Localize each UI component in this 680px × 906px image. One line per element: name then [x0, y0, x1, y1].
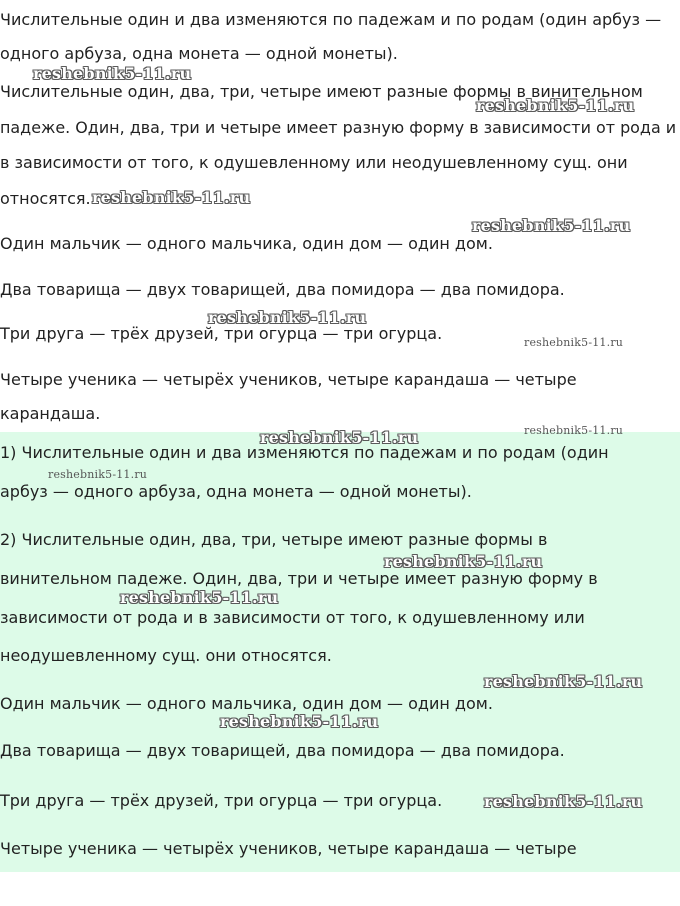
text-line: винительном падеже. Один, два, три и четыре имеет разную форму в — [0, 569, 598, 588]
text-line: Один мальчик — одного мальчика, один дом — один дом. — [0, 694, 493, 713]
watermark: reshebnik5-11.ru — [384, 552, 543, 571]
text-line: Четыре ученика — четырёх учеников, четыре карандаша — четыре — [0, 839, 577, 858]
text-line: арбуз — одного арбуза, одна монета — одной монеты). — [0, 482, 472, 501]
text-line: карандаша. — [0, 404, 101, 423]
text-line: падеже. Один, два, три и четыре имеет разную форму в зависимости от рода и — [0, 118, 677, 137]
watermark: reshebnik5-11.ru — [48, 468, 148, 481]
text-line: Два товарища — двух товарищей, два помидора — два помидора. — [0, 741, 565, 760]
watermark: reshebnik5-11.ru — [260, 428, 419, 447]
watermark: reshebnik5-11.ru — [476, 96, 635, 115]
watermark: reshebnik5-11.ru — [208, 308, 367, 327]
watermark: reshebnik5-11.ru — [484, 672, 643, 691]
text-line: зависимости от рода и в зависимости от того, к одушевленному или — [0, 608, 585, 627]
text-line: одного арбуза, одна монета — одной монеты). — [0, 44, 398, 63]
text-line: 2) Числительные один, два, три, четыре имеют разные формы в — [0, 530, 548, 549]
watermark: reshebnik5-11.ru — [33, 64, 192, 83]
text-line: Три друга — трёх друзей, три огурца — три огурца. — [0, 791, 443, 810]
text-line: 1) Числительные один и два изменяются по падежам и по родам (один — [0, 443, 609, 462]
watermark: reshebnik5-11.ru — [524, 424, 624, 437]
text-line: Один мальчик — одного мальчика, один дом — один дом. — [0, 234, 493, 253]
watermark: reshebnik5-11.ru — [524, 336, 624, 349]
watermark: reshebnik5-11.ru — [472, 216, 631, 235]
watermark: reshebnik5-11.ru — [220, 712, 379, 731]
watermark: reshebnik5-11.ru — [92, 188, 251, 207]
watermark: reshebnik5-11.ru — [484, 792, 643, 811]
text-line: неодушевленному сущ. они относятся. — [0, 646, 332, 665]
text-line: Три друга — трёх друзей, три огурца — три огурца. — [0, 324, 443, 343]
text-line: Два товарища — двух товарищей, два помидора — два помидора. — [0, 280, 565, 299]
text-line: в зависимости от того, к одушевленному или неодушевленному сущ. они — [0, 153, 628, 172]
text-line: относятся. — [0, 189, 91, 208]
watermark: reshebnik5-11.ru — [120, 588, 279, 607]
text-line: Числительные один, два, три, четыре имеют разные формы в винительном — [0, 82, 643, 101]
text-line: Четыре ученика — четырёх учеников, четыре карандаша — четыре — [0, 370, 577, 389]
text-line: Числительные один и два изменяются по падежам и по родам (один арбуз — — [0, 10, 662, 29]
